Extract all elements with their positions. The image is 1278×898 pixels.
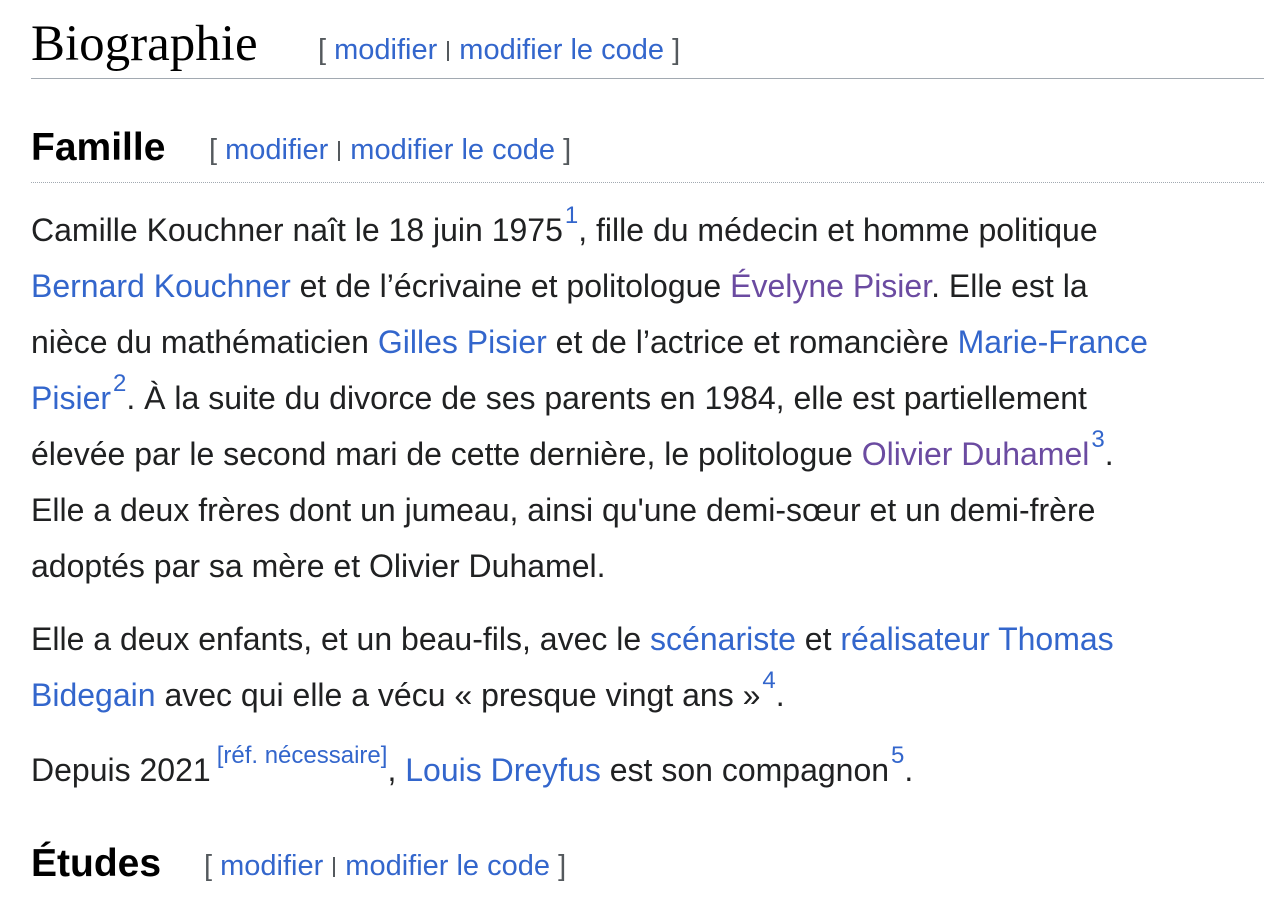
body-text: , fille du médecin et homme politique — [578, 212, 1098, 248]
link-thomas-bidegain-cont[interactable]: Bidegain — [31, 677, 156, 713]
reference-marker — [565, 202, 578, 229]
body-text: , — [387, 752, 406, 788]
link-marie-france-pisier[interactable]: Marie-France — [957, 324, 1148, 360]
body-text: avec qui elle a vécu « presque vingt ans » — [155, 677, 761, 713]
reference-link-1[interactable]: 1 — [564, 202, 579, 229]
reference-marker — [1091, 426, 1104, 453]
reference-link-3[interactable]: 3 — [1091, 426, 1105, 453]
reference-marker — [891, 742, 904, 769]
edit-bracket-close: ] — [563, 134, 572, 166]
link-olivier-duhamel[interactable]: Olivier Duhamel — [861, 436, 1090, 472]
link-gilles-pisier[interactable]: Gilles Pisier — [377, 324, 547, 360]
edit-separator — [333, 857, 335, 877]
edit-bracket-open: [ — [209, 134, 218, 166]
edit-section-links — [318, 32, 680, 68]
edit-section-link[interactable]: modifier — [220, 850, 324, 882]
reference-marker — [113, 370, 126, 397]
paragraph-line — [31, 426, 1271, 482]
paragraph-line — [31, 314, 1271, 370]
link-bernard-kouchner[interactable]: Bernard Kouchner — [31, 268, 291, 304]
paragraph-line — [31, 482, 1271, 538]
edit-source-link[interactable]: modifier le code — [350, 134, 555, 166]
reference-link-2[interactable]: 2 — [113, 370, 127, 397]
body-text: élevée par le second mari de cette dernière, le politologue — [31, 436, 862, 472]
body-text: Camille Kouchner naît le 18 juin 1975 — [31, 212, 563, 248]
citation-needed-marker — [217, 742, 388, 769]
reference-link-4[interactable]: 4 — [762, 667, 776, 694]
paragraph-line — [31, 667, 1271, 723]
reference-marker — [762, 667, 775, 694]
body-text: Depuis 2021 — [31, 752, 211, 788]
section-title-biographie: Biographie — [31, 16, 258, 72]
edit-bracket-close: ] — [672, 34, 681, 66]
link-realisateur[interactable]: réalisateur — [840, 621, 990, 657]
paragraph-line — [31, 202, 1271, 258]
edit-section-link[interactable]: modifier — [334, 34, 438, 66]
body-text: . — [775, 677, 785, 713]
body-text: nièce du mathématicien — [31, 324, 378, 360]
paragraph-line — [31, 538, 1271, 594]
link-marie-france-pisier-cont[interactable]: Pisier — [31, 380, 112, 416]
body-text: et de l’actrice et romancière — [546, 324, 958, 360]
link-louis-dreyfus[interactable]: Louis Dreyfus — [405, 752, 601, 788]
edit-section-links — [204, 848, 566, 884]
edit-section-links — [209, 132, 571, 168]
body-text: . — [1104, 436, 1114, 472]
reference-link-5[interactable]: 5 — [891, 742, 905, 769]
edit-bracket-close: ] — [558, 850, 567, 882]
link-evelyne-pisier[interactable]: Évelyne Pisier — [730, 268, 932, 304]
citation-needed-link[interactable]: [réf. nécessaire] — [216, 742, 388, 769]
paragraph-famille-1 — [31, 202, 1271, 594]
paragraph-line — [31, 370, 1271, 426]
body-text: . — [904, 752, 914, 788]
paragraph-famille-2 — [31, 611, 1271, 723]
edit-section-link[interactable]: modifier — [225, 134, 329, 166]
body-text: et — [795, 621, 841, 657]
section-heading-etudes — [31, 836, 1264, 898]
edit-source-link[interactable]: modifier le code — [459, 34, 664, 66]
body-text: Elle a deux frères dont un jumeau, ainsi qu'une demi-sœur et un demi-frère — [31, 492, 1096, 528]
paragraph-line — [31, 742, 1271, 798]
body-text: est son compagnon — [600, 752, 890, 788]
link-thomas-bidegain[interactable]: Thomas — [998, 621, 1114, 657]
section-heading-famille — [31, 120, 1264, 183]
link-scenariste[interactable]: scénariste — [650, 621, 796, 657]
body-text: . Elle est la — [931, 268, 1088, 304]
body-text: . À la suite du divorce de ses parents en 1984, elle est partiellement — [126, 380, 1087, 416]
edit-bracket-open: [ — [204, 850, 213, 882]
paragraph-line — [31, 258, 1271, 314]
paragraph-line — [31, 611, 1271, 667]
body-text: et de l’écrivaine et politologue — [290, 268, 731, 304]
section-title-famille: Famille — [31, 126, 166, 169]
edit-bracket-open: [ — [318, 34, 327, 66]
section-title-etudes: Études — [31, 842, 162, 885]
body-text: adoptés par sa mère et Olivier Duhamel. — [31, 548, 606, 584]
edit-source-link[interactable]: modifier le code — [345, 850, 550, 882]
edit-separator — [338, 141, 340, 161]
paragraph-famille-3 — [31, 742, 1271, 798]
section-heading-biographie — [31, 14, 1264, 79]
body-text: Elle a deux enfants, et un beau-fils, avec le — [31, 621, 651, 657]
edit-separator — [447, 41, 449, 61]
body-text — [990, 621, 998, 657]
